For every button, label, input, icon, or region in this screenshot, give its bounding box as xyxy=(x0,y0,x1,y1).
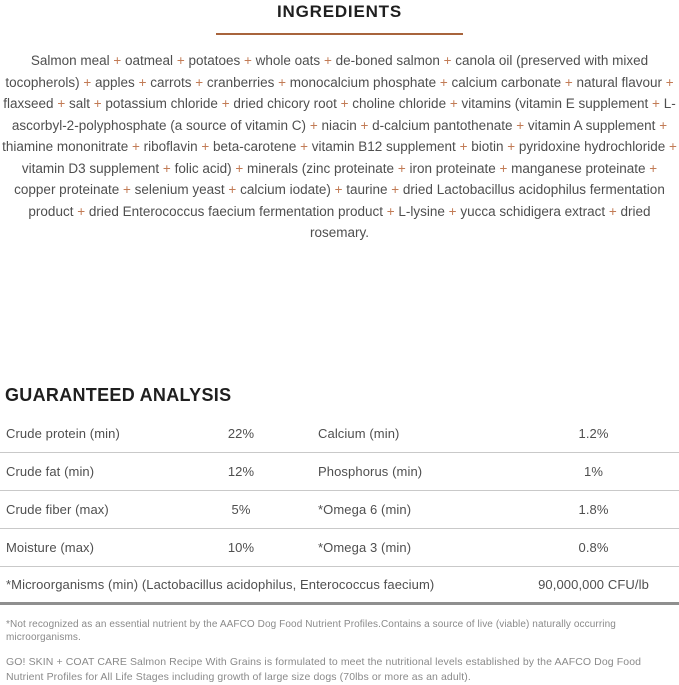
analysis-section xyxy=(0,384,679,605)
ingredient-item: salt xyxy=(68,96,90,111)
analysis-label: Moisture (max) xyxy=(6,540,95,555)
ingredient-item: calcium iodate) xyxy=(240,182,331,197)
ingredient-item: copper proteinate xyxy=(14,182,120,197)
analysis-label: Calcium (min) xyxy=(318,426,400,441)
ingredient-item: dried Lactobacillus acidophilus fermentation product xyxy=(28,182,665,219)
ingredient-item: taurine xyxy=(346,182,388,197)
ingredient-item: folic acid) xyxy=(174,160,232,176)
plus-separator: + xyxy=(73,203,89,219)
ingredient-item: L-ascorbyl-2-polyphosphate (a source of vitamin C) xyxy=(11,96,676,133)
analysis-label: Crude fiber (max) xyxy=(6,502,109,517)
analysis-value: 1% xyxy=(584,464,603,479)
analysis-value: 90,000,000 CFU/lb xyxy=(538,577,649,592)
analysis-value: 5% xyxy=(231,502,251,517)
analysis-value: 10% xyxy=(227,540,255,555)
ingredients-text xyxy=(0,50,679,244)
plus-separator: + xyxy=(274,74,290,90)
ingredient-item: yucca schidigera extract xyxy=(460,203,606,219)
plus-separator: + xyxy=(191,74,207,90)
plus-separator: + xyxy=(648,96,664,111)
plus-separator: + xyxy=(119,182,135,197)
analysis-row xyxy=(0,415,679,453)
plus-separator: + xyxy=(387,182,403,197)
analysis-table xyxy=(0,415,679,567)
ingredient-item: Salmon meal xyxy=(30,53,110,68)
plus-separator: + xyxy=(159,160,175,176)
plus-separator: + xyxy=(217,96,234,111)
ingredients-title: INGREDIENTS xyxy=(277,2,402,21)
ingredient-item: dried rosemary. xyxy=(309,203,651,240)
title-underline xyxy=(216,33,463,35)
ingredient-item: thiamine mononitrate xyxy=(2,139,129,154)
ingredient-item: cranberries xyxy=(206,74,275,90)
plus-separator: + xyxy=(109,53,126,68)
plus-separator: + xyxy=(665,139,677,154)
ingredient-item: calcium carbonate xyxy=(451,74,562,90)
analysis-value: 1.8% xyxy=(578,502,609,517)
ingredient-item: dried Enterococcus faecium fermentation product xyxy=(88,203,383,219)
plus-separator: + xyxy=(645,160,658,176)
analysis-label: Crude fat (min) xyxy=(6,464,95,479)
plus-separator: + xyxy=(306,117,322,133)
ingredient-item: flaxseed xyxy=(3,96,54,111)
plus-separator: + xyxy=(436,74,452,90)
plus-separator: + xyxy=(134,74,151,90)
plus-separator: + xyxy=(89,96,106,111)
analysis-label: Phosphorus (min) xyxy=(318,464,423,479)
table-bottom-divider xyxy=(0,602,679,605)
plus-separator: + xyxy=(495,160,512,176)
plus-separator: + xyxy=(605,203,621,219)
plus-separator: + xyxy=(336,96,353,111)
analysis-value: 0.8% xyxy=(578,540,609,555)
plus-separator: + xyxy=(231,160,247,176)
ingredient-item: whole oats xyxy=(255,53,321,68)
ingredient-item: L-lysine xyxy=(398,203,445,219)
plus-separator: + xyxy=(128,139,144,154)
analysis-label: *Omega 6 (min) xyxy=(318,502,412,517)
ingredient-item: potassium chloride xyxy=(105,96,218,111)
plus-separator: + xyxy=(296,139,312,154)
plus-separator: + xyxy=(455,139,472,154)
ingredient-item: dried chicory root xyxy=(233,96,337,111)
ingredient-item: manganese proteinate xyxy=(511,160,646,176)
ingredient-item: apples xyxy=(95,74,135,90)
plus-separator: + xyxy=(197,139,214,154)
ingredient-item: de-boned salmon xyxy=(335,53,440,68)
ingredient-item: canola oil (preserved with mixed tocopherols) xyxy=(5,53,649,90)
analysis-title: GUARANTEED ANALYSIS xyxy=(5,385,232,405)
plus-separator: + xyxy=(240,53,256,68)
plus-separator: + xyxy=(53,96,69,111)
analysis-micro-row xyxy=(0,567,679,602)
analysis-label: Crude protein (min) xyxy=(6,426,120,441)
ingredient-item: d-calcium pantothenate xyxy=(372,117,513,133)
ingredient-item: monocalcium phosphate xyxy=(289,74,437,90)
ingredient-item: vitamins (vitamin E supplement xyxy=(461,96,649,111)
plus-separator: + xyxy=(394,160,410,176)
ingredient-item: vitamin A supplement xyxy=(527,117,656,133)
plus-separator: + xyxy=(383,203,399,219)
analysis-row xyxy=(0,453,679,491)
ingredient-item: selenium yeast xyxy=(134,182,225,197)
plus-separator: + xyxy=(662,74,674,90)
ingredient-item: vitamin D3 supplement xyxy=(21,160,160,176)
ingredient-item: carrots xyxy=(150,74,192,90)
plus-separator: + xyxy=(561,74,577,90)
plus-separator: + xyxy=(330,182,347,197)
analysis-label: *Microorganisms (min) (Lactobacillus acidophilus, Enterococcus faecium) xyxy=(6,577,435,592)
analysis-value: 1.2% xyxy=(578,426,609,441)
analysis-value: 22% xyxy=(227,426,255,441)
ingredient-item: choline chloride xyxy=(352,96,447,111)
plus-separator: + xyxy=(512,117,528,133)
ingredients-section xyxy=(0,2,679,244)
plus-separator: + xyxy=(79,74,96,90)
aafco-statement: GO! SKIN + COAT CARE Salmon Recipe With Grains is formulated to meet the nutritional levels established by the AAFCO Dog Food Nutrient Profiles for All Life Stages including growth of large size dogs (70lbs or more as an adult). xyxy=(6,656,642,683)
ingredient-item: iron proteinate xyxy=(409,160,496,176)
ingredient-item: biotin xyxy=(471,139,504,154)
ingredient-item: niacin xyxy=(321,117,357,133)
ingredient-item: pyridoxine hydrochloride xyxy=(518,139,666,154)
plus-separator: + xyxy=(503,139,519,154)
plus-separator: + xyxy=(655,117,668,133)
plus-separator: + xyxy=(356,117,373,133)
plus-separator: + xyxy=(173,53,189,68)
ingredient-item: potatoes xyxy=(188,53,241,68)
ingredient-item: oatmeal xyxy=(125,53,174,68)
asterisk-footnote: *Not recognized as an essential nutrient by the AAFCO Dog Food Nutrient Profiles.Contains a source of live (viable) naturally occurring microorganisms. xyxy=(6,619,616,643)
ingredient-item: beta-carotene xyxy=(213,139,297,154)
analysis-row xyxy=(0,491,679,529)
ingredient-item: vitamin B12 supplement xyxy=(311,139,456,154)
analysis-value: 12% xyxy=(227,464,255,479)
plus-separator: + xyxy=(224,182,241,197)
plus-separator: + xyxy=(439,53,456,68)
ingredient-item: natural flavour xyxy=(576,74,663,90)
plus-separator: + xyxy=(446,96,462,111)
analysis-label: *Omega 3 (min) xyxy=(318,540,412,555)
plus-separator: + xyxy=(444,203,461,219)
plus-separator: + xyxy=(320,53,336,68)
ingredient-item: minerals (zinc proteinate xyxy=(246,160,395,176)
ingredient-item: riboflavin xyxy=(143,139,198,154)
analysis-row xyxy=(0,529,679,567)
